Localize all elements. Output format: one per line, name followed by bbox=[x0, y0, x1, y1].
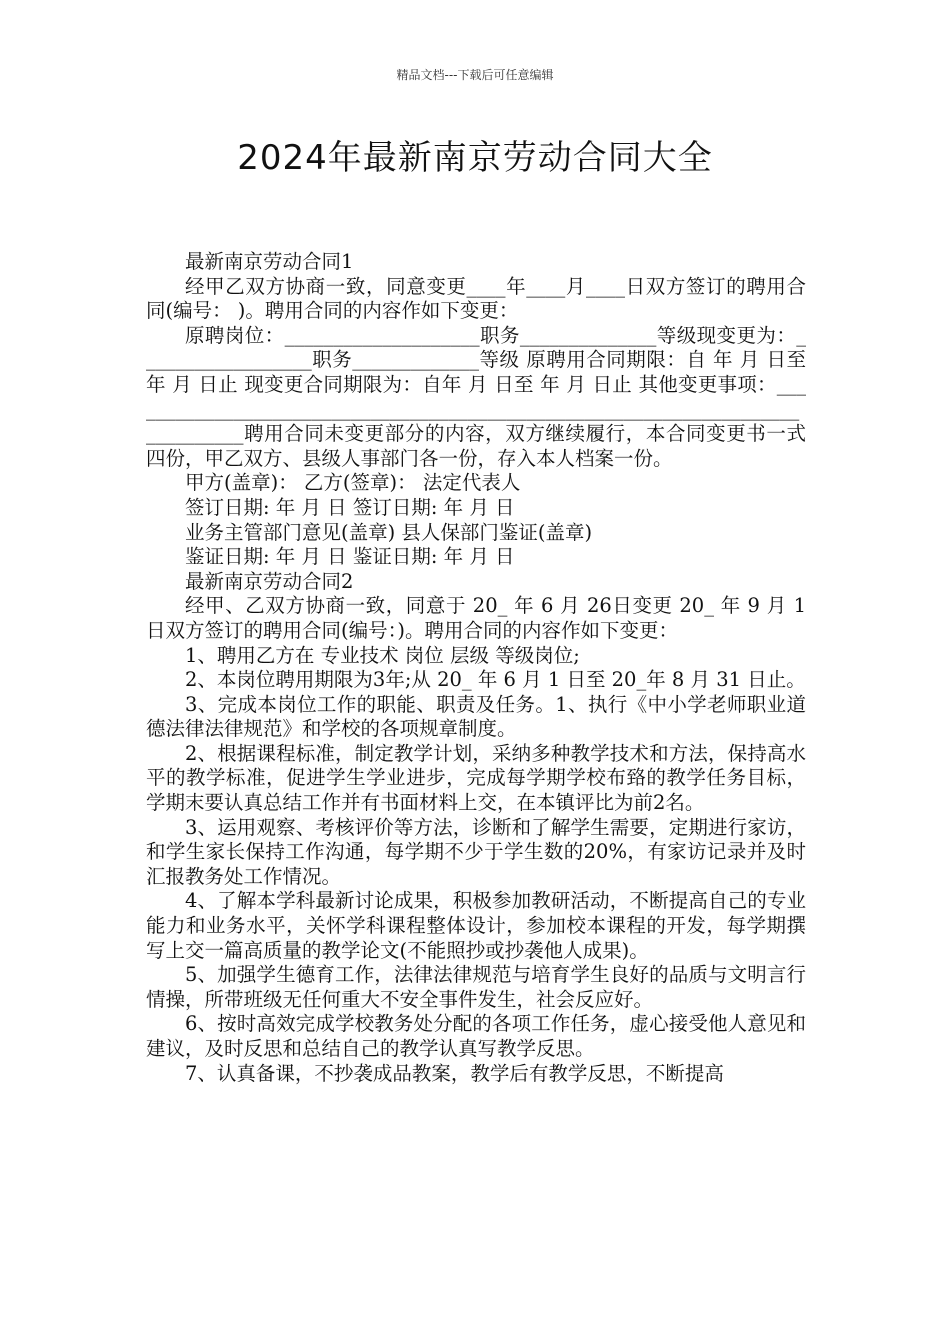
paragraph: 经甲乙双方协商一致，同意变更____年____月____日双方签订的聘用合同(编号： )。聘用合同的内容作如下变更： bbox=[146, 274, 806, 323]
header-note: 精品文档---下载后可任意编辑 bbox=[396, 68, 554, 82]
document-body bbox=[146, 250, 806, 1086]
verification-date-line: 鉴证日期: 年 月 日 鉴证日期: 年 月 日 bbox=[185, 545, 515, 569]
list-item: 1、聘用乙方在 专业技术 岗位 层级 等级岗位; bbox=[185, 643, 580, 667]
list-item: 2、根据课程标准，制定教学计划，采纳多种教学技术和方法，保持高水平的教学标准，促进学生学业进步，完成每学期学校布臵的教学任务目标，学期末要认真总结工作并有书面材料上交，在本镇评比为前2名。 bbox=[146, 741, 806, 815]
list-item: 5、加强学生德育工作，法律法律规范与培育学生良好的品质与文明言行情操，所带班级无任何重大不安全事件发生，社会反应好。 bbox=[146, 963, 806, 1011]
list-item: 7、认真备课，不抄袭成品教案，教学后有教学反思，不断提高 bbox=[185, 1061, 724, 1085]
section-heading-contract-1: 最新南京劳动合同1 bbox=[185, 250, 354, 273]
list-item: 3、运用观察、考核评价等方法，诊断和了解学生需要，定期进行家访，和学生家长保持工作沟通，每学期不少于学生数的20%，有家访记录并及时汇报教务处工作情况。 bbox=[146, 815, 806, 888]
list-item: 3、完成本岗位工作的职能、职责及任务。1、执行《中小学老师职业道德法律法律规范》和学校的各项规章制度。 bbox=[146, 692, 806, 741]
signature-line: 甲方(盖章)： 乙方(签章)： 法定代表人 bbox=[185, 471, 521, 495]
section-heading-contract-2: 最新南京劳动合同2 bbox=[185, 569, 354, 593]
approval-line: 业务主管部门意见(盖章) 县人保部门鉴证(盖章) bbox=[185, 520, 593, 544]
paragraph: 原聘岗位：____________________职务______________等级现变更为：__________________职务_____________等级 原聘用合同期限：自 年 月 日至 年 月 日止 现变更合同期限为：自年 月 日至 年 月 日止 其他变更事项：________________________________________________________________________________聘用合同未变更部分的内容，双方继续履行，本合同变更书一式四份，甲乙双方、县级人事部门各一份，存入本人档案一份。 bbox=[146, 323, 806, 470]
list-item: 6、按时高效完成学校教务处分配的各项工作任务，虚心接受他人意见和建议，及时反思和总结自己的教学认真写教学反思。 bbox=[146, 1012, 806, 1060]
list-item: 2、本岗位聘用期限为3年;从 20_ 年 6 月 1 日至 20_年 8 月 31 日止。 bbox=[185, 668, 806, 692]
list-item: 4、了解本学科最新讨论成果，积极参加教研活动，不断提高自己的专业能力和业务水平，关怀学科课程整体设计，参加校本课程的开发，每学期撰写上交一篇高质量的教学论文(不能照抄或抄袭他人成果)。 bbox=[146, 889, 806, 962]
document-title: 2024年最新南京劳动合同大全 bbox=[237, 138, 713, 178]
paragraph: 经甲、乙双方协商一致，同意于 20_ 年 6 月 26日变更 20_ 年 9 月 1 日双方签订的聘用合同(编号：)。聘用合同的内容作如下变更： bbox=[146, 594, 806, 642]
signature-date-line: 签订日期: 年 月 日 签订日期: 年 月 日 bbox=[185, 495, 515, 519]
